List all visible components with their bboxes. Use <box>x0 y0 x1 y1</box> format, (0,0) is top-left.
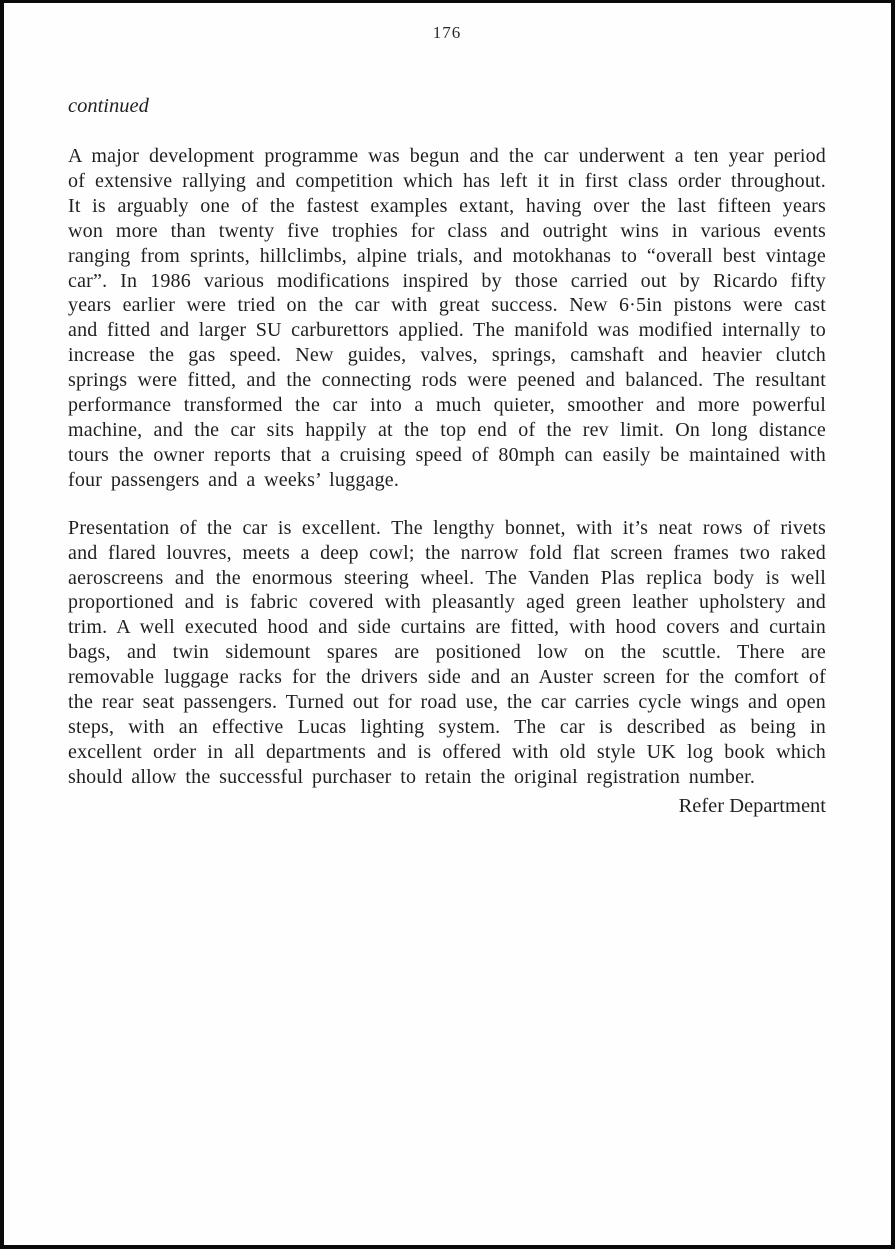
refer-department-note: Refer Department <box>678 794 826 817</box>
text-column <box>68 3 826 819</box>
page-number: 176 <box>432 23 462 42</box>
paragraph-presentation: Presentation of the car is excellent. The lengthy bonnet, with it’s neat rows of rivets and flared louvres, meets a deep cowl; the narrow fold flat screen frames two raked aeroscreens and the enormous steering wheel. The Vanden Plas replica body is well proportioned and is fabric covered with pleasantly aged green leather upholstery and trim. A well executed hood and side curtains are fitted, with hood covers and curtain bags, and twin sidemount spares are positioned low on the scuttle. There are removable luggage racks for the drivers side and an Auster screen for the comfort of the rear seat passengers. Turned out for road use, the car carries cycle wings and open steps, with an effective Lucas lighting system. The car is described as being in excellent order in all departments and is offered with old style UK log book which should allow the successful purchaser to retain the original registration number. <box>68 516 826 788</box>
paragraph-development-history: A major development programme was begun and the car underwent a ten year period of extensive rallying and competition which has left it in first class order throughout. It is arguably one of the fastest examples extant, having over the last fifteen years won more than twenty five trophies for class and outright wins in various events ranging from sprints, hillclimbs, alpine trials, and motokhanas to “overall best vintage car”. In 1986 various modifications inspired by those carried out by Ricardo fifty years earlier were tried on the car with great success. New 6·5in pistons were cast and fitted and larger SU carburettors applied. The manifold was modified internally to increase the gas speed. New guides, valves, springs, camshaft and heavier clutch springs were fitted, and the connecting rods were peened and balanced. The resultant performance transformed the car into a much quieter, smoother and more powerful machine, and the car sits happily at the top end of the rev limit. On long distance tours the owner reports that a cruising speed of 80mph can easily be maintained with four passengers and a weeks’ luggage. <box>68 145 826 491</box>
continued-label: continued <box>68 95 149 117</box>
